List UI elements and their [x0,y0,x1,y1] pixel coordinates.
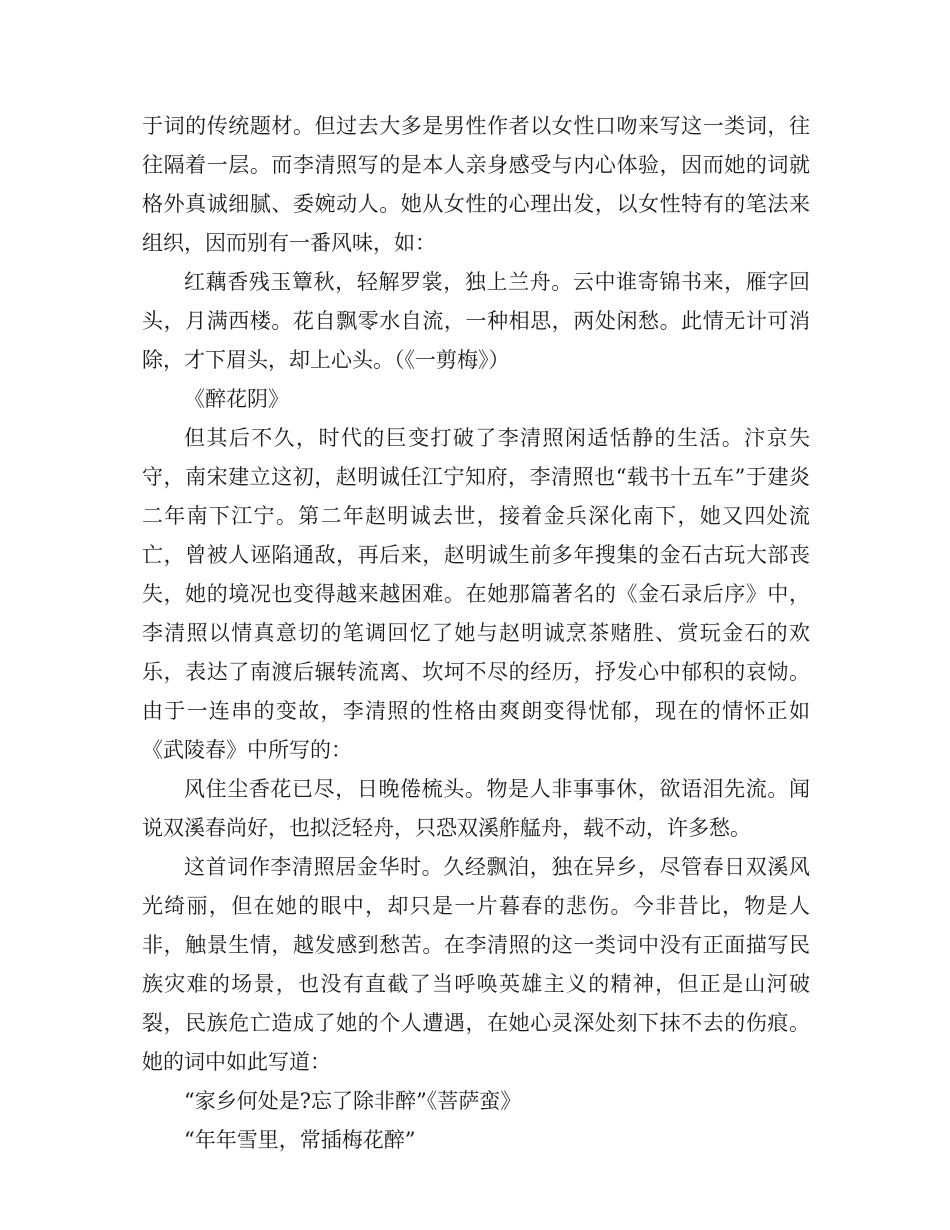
paragraph-analysis: 这首词作李清照居金华时。久经飘泊，独在异乡，尽管春日双溪风光绮丽，但在她的眼中，却只是一片暮春的悲伤。今非昔比，物是人非，触景生情，越发感到愁苦。在李清照的这一类词中没有正面描写民族灾难的场景，也没有直截了当呼唤英雄主义的精神，但正是山河破裂，民族危亡造成了她的个人遭遇，在她心灵深处刻下抹不去的伤痕。她的词中如此写道： [142,855,810,1074]
quote-pusaman: “家乡何处是?忘了除非醉”《菩萨蛮》 [184,1089,522,1113]
paragraph-history: 但其后不久，时代的巨变打破了李清照闲适恬静的生活。汴京失守，南宋建立这初，赵明诚任江宁知府，李清照也“载书十五车”于建炎二年南下江宁。第二年赵明诚去世，接着金兵深化南下，她又四处流亡，曾被人诬陷通敌，再后来，赵明诚生前多年搜集的金石古玩大部丧失，她的境况也变得越来越困难。在她那篇著名的《金石录后序》中，李清照以情真意切的笔调回忆了她与赵明诚烹茶赌胜、赏玩金石的欢乐，表达了南渡后辗转流离、坎坷不尽的经历，抒发心中郁积的哀恸。由于一连串的变故，李清照的性格由爽朗变得忧郁，现在的情怀正如《武陵春》中所写的： [142,426,810,762]
document-body [142,107,810,1160]
poem-title-zuihuayin: 《醉花阴》 [184,387,289,411]
paragraph-intro: 于词的传统题材。但过去大多是男性作者以女性口吻来写这一类词，往往隔着一层。而李清照写的是本人亲身感受与内心体验，因而她的词就格外真诚细腻、委婉动人。她从女性的心理出发，以女性特有的笔法来组织，因而别有一番风味，如： [142,114,810,255]
poem-yijianmei: 红藕香残玉簟秋，轻解罗裳，独上兰舟。云中谁寄锦书来，雁字回头，月满西楼。花自飘零水自流，一种相思，两处闲愁。此情无计可消除，才下眉头，却上心头。（《一剪梅》） [142,270,810,372]
poem-wulingchun: 风住尘香花已尽，日晚倦梳头。物是人非事事休，欲语泪先流。闻说双溪春尚好，也拟泛轻舟，只恐双溪舴艋舟，载不动，许多愁。 [142,777,810,840]
quote-meihua: “年年雪里，常插梅花醉” [184,1128,416,1152]
